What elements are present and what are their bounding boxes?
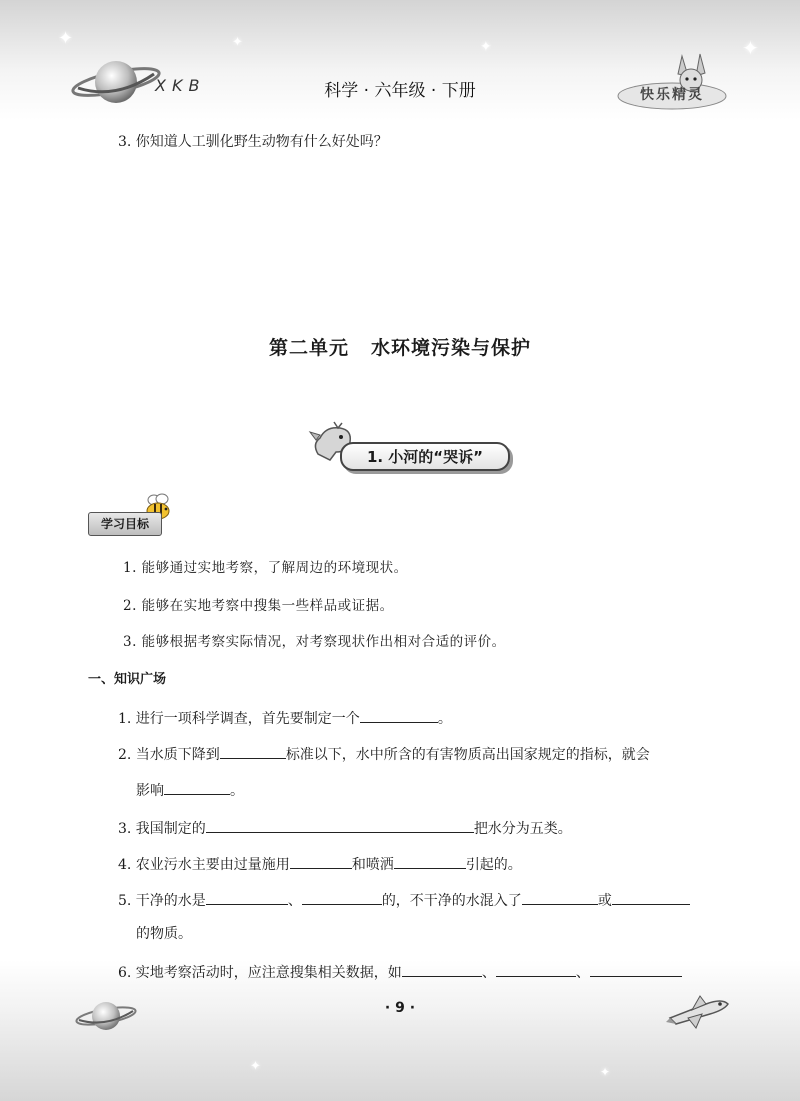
- question-5-text-cont: 的，不干净的水混入了: [381, 893, 522, 909]
- question-2-end: 。: [230, 783, 244, 799]
- answer-blank[interactable]: [402, 960, 482, 977]
- question-5-or: 或: [597, 893, 612, 909]
- sparkle-icon: ✦: [58, 28, 74, 49]
- answer-blank[interactable]: [360, 706, 438, 723]
- answer-blank[interactable]: [302, 888, 382, 905]
- question-1-end: 。: [437, 711, 452, 727]
- lesson-title: 1. 小河的“哭诉”: [366, 448, 484, 466]
- question-1-text: 1. 进行一项科学调查，首先要制定一个: [118, 711, 360, 727]
- question-5-line-2: [136, 924, 192, 944]
- answer-blank[interactable]: [590, 960, 682, 977]
- question-4: [118, 852, 522, 875]
- answer-blank[interactable]: [206, 888, 288, 905]
- question-6-sep-1: 、: [481, 965, 496, 981]
- question-4-text: 4. 农业污水主要由过量施用: [118, 857, 290, 873]
- learning-goals-badge: 学习目标: [88, 512, 162, 536]
- question-2-text-end: 影响: [136, 783, 164, 799]
- answer-blank[interactable]: [496, 960, 576, 977]
- lesson-banner: [340, 442, 510, 471]
- question-6: [118, 960, 682, 983]
- question-2-text-cont: 标准以下，水中所含的有害物质高出国家规定的指标，就会: [285, 747, 650, 763]
- question-1: [118, 706, 452, 729]
- unit-name: 水环境污染与保护: [371, 337, 532, 359]
- goal-item: 2. 能够在实地考察中搜集一些样品或证据。: [123, 598, 394, 614]
- question-2-line-2: [136, 778, 244, 801]
- answer-blank[interactable]: [522, 888, 598, 905]
- question-5-end: 的物质。: [136, 926, 192, 942]
- question-5-sep: 、: [287, 893, 302, 909]
- question-6-text: 6. 实地考察活动时，应注意搜集相关数据，如: [118, 965, 402, 981]
- sparkle-icon: ✦: [480, 39, 492, 55]
- book-title: 科学 · 六年级 · 下册: [324, 81, 476, 101]
- question-3-end: 把水分为五类。: [473, 821, 572, 837]
- answer-blank[interactable]: [220, 742, 286, 759]
- answer-blank[interactable]: [394, 852, 466, 869]
- question-2-text: 2. 当水质下降到: [118, 747, 220, 763]
- question-4-end: 引起的。: [465, 857, 522, 873]
- answer-blank[interactable]: [164, 778, 230, 795]
- goal-item: 3. 能够根据考察实际情况，对考察现状作出相对合适的评价。: [123, 634, 506, 650]
- answer-blank[interactable]: [290, 852, 352, 869]
- answer-blank[interactable]: [612, 888, 690, 905]
- answer-blank[interactable]: [206, 816, 474, 833]
- previous-question: 3. 你知道人工驯化野生动物有什么好处吗？: [118, 134, 388, 150]
- section-title: 一、知识广场: [88, 672, 167, 687]
- question-5-text: 5. 干净的水是: [118, 893, 206, 909]
- sparkle-icon: ✦: [250, 1059, 261, 1074]
- question-3-text: 3. 我国制定的: [118, 821, 206, 837]
- sparkle-icon: ✦: [232, 35, 243, 50]
- question-4-text-cont: 和喷洒: [351, 857, 394, 873]
- question-6-sep-2: 、: [575, 965, 590, 981]
- question-5: [118, 888, 690, 911]
- unit-number: 第二单元: [268, 337, 349, 359]
- question-2: [118, 742, 650, 765]
- unit-title: [0, 333, 800, 360]
- space-shuttle-icon: [666, 992, 732, 1032]
- goal-item: 1. 能够通过实地考察，了解周边的环境现状。: [123, 560, 408, 576]
- brand-logo-text: XKB: [155, 76, 206, 95]
- page-number: · 9 ·: [384, 1000, 416, 1016]
- sparkle-icon: ✦: [600, 1065, 611, 1079]
- mascot-logo: [612, 52, 730, 112]
- sparkle-icon: ✦: [742, 36, 759, 60]
- question-3: [118, 816, 572, 839]
- mascot-label: 快乐精灵: [640, 87, 704, 103]
